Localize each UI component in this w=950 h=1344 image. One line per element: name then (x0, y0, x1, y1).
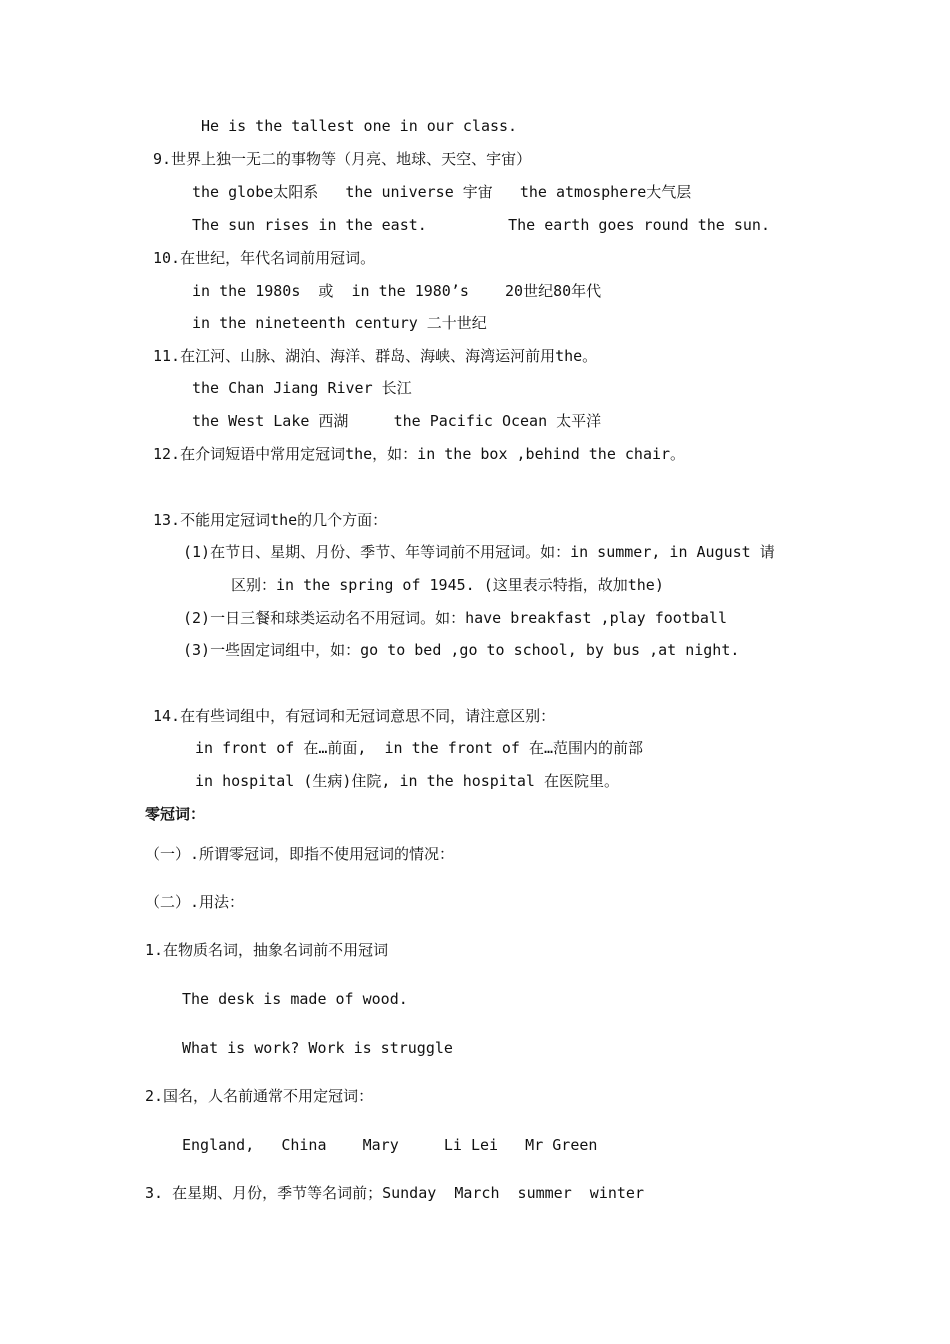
rule-9-sentences: The sun rises in the east. The earth goes round the sun. (192, 216, 770, 234)
zero-rule-1-example-1: The desk is made of wood. (182, 990, 408, 1008)
rule-11-example-2: the West Lake 西湖 the Pacific Ocean 太平洋 (192, 412, 602, 430)
rule-13-item-1-cont: 区别：in the spring of 1945. (这里表示特指，故加the) (231, 576, 664, 594)
rule-11-example-1: the Chan Jiang River 长江 (192, 379, 412, 397)
rule-13-item-2: (2)一日三餐和球类运动名不用冠词。如：have breakfast ,play football (183, 609, 727, 627)
rule-10-heading: 10.在世纪，年代名词前用冠词。 (153, 249, 376, 267)
rule-14-example-2: in hospital (生病)住院, in the hospital 在医院里。 (195, 772, 619, 790)
zero-article-heading: 零冠词： (145, 805, 206, 823)
rule-14-heading: 14.在有些词组中，有冠词和无冠词意思不同，请注意区别： (153, 707, 556, 725)
rule-9-examples: the globe太阳系 the universe 宇宙 the atmosphere大气层 (192, 183, 692, 201)
rule-10-example-2: in the nineteenth century 二十世纪 (192, 314, 487, 332)
zero-rule-1-heading: 1.在物质名词，抽象名词前不用冠词 (145, 941, 389, 959)
rule-13-heading: 13.不能用定冠词the的几个方面： (153, 511, 388, 529)
zero-article-usage-heading: （二）.用法： (145, 893, 245, 911)
rule-13-item-1: (1)在节日、星期、月份、季节、年等词前不用冠词。如：in summer, in August 请 (183, 543, 775, 561)
zero-article-definition: （一）.所谓零冠词，即指不使用冠词的情况： (145, 845, 455, 863)
rule-12-heading: 12.在介词短语中常用定冠词the，如：in the box ,behind the chair。 (153, 445, 686, 463)
zero-rule-2-examples: England, China Mary Li Lei Mr Green (182, 1136, 598, 1154)
rule-11-heading: 11.在江河、山脉、湖泊、海洋、群岛、海峡、海湾运河前用the。 (153, 347, 598, 365)
zero-rule-3-heading: 3. 在星期、月份，季节等名词前；Sunday March summer winter (145, 1184, 644, 1202)
zero-rule-1-example-2: What is work? Work is struggle (182, 1039, 453, 1057)
rule-10-example-1: in the 1980s 或 in the 1980’s 20世纪80年代 (192, 282, 602, 300)
rule-9-heading: 9.世界上独一无二的事物等（月亮、地球、天空、宇宙） (153, 150, 532, 168)
rule-13-item-3: (3)一些固定词组中，如：go to bed ,go to school, by bus ,at night. (183, 641, 740, 659)
rule-14-example-1: in front of 在…前面, in the front of 在…范围内的前部 (195, 739, 644, 757)
example-tallest: He is the tallest one in our class. (201, 117, 518, 135)
zero-rule-2-heading: 2.国名，人名前通常不用定冠词： (145, 1087, 374, 1105)
